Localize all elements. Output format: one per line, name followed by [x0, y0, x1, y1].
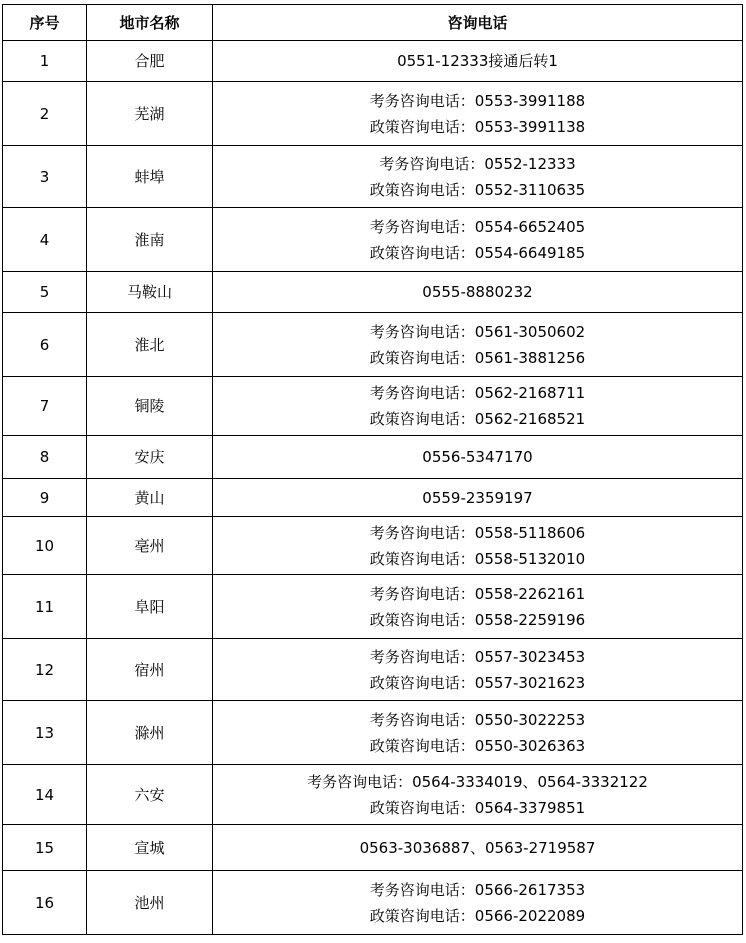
- phone-line: 政策咨询电话：0554-6649185: [369, 243, 586, 262]
- phone-line: 0556-5347170: [422, 448, 533, 466]
- phone-line: 考务咨询电话：0552-12333: [379, 154, 576, 173]
- row-phone: [213, 479, 743, 517]
- phone-line: 考务咨询电话：0550-3022253: [369, 710, 586, 729]
- phone-line: 0551-12333接通后转1: [397, 52, 558, 70]
- row-city: 铜陵: [87, 377, 213, 436]
- phone-line: 考务咨询电话：0557-3023453: [369, 647, 586, 666]
- phone-line: 政策咨询电话：0558-5132010: [369, 549, 586, 568]
- row-index: 15: [3, 825, 87, 871]
- row-index: 11: [3, 575, 87, 639]
- row-index: 7: [3, 377, 87, 436]
- phone-line: 政策咨询电话：0566-2022089: [369, 906, 586, 925]
- row-phone: [213, 436, 743, 479]
- row-index: 9: [3, 479, 87, 517]
- row-index: 14: [3, 765, 87, 825]
- table-row: [3, 765, 743, 825]
- row-phone: [213, 146, 743, 208]
- phone-line: 0555-8880232: [422, 283, 533, 301]
- table-row: [3, 208, 743, 272]
- row-phone: [213, 765, 743, 825]
- row-city: 宿州: [87, 639, 213, 701]
- table-row: [3, 871, 743, 935]
- row-city: 阜阳: [87, 575, 213, 639]
- row-index: 12: [3, 639, 87, 701]
- row-city: 滁州: [87, 701, 213, 765]
- row-phone: [213, 313, 743, 377]
- table-row: [3, 479, 743, 517]
- table-row: [3, 146, 743, 208]
- table-row: [3, 82, 743, 146]
- table-body: [3, 41, 743, 935]
- row-index: 10: [3, 517, 87, 575]
- row-phone: [213, 825, 743, 871]
- phone-line: 政策咨询电话：0553-3991138: [369, 117, 586, 136]
- phone-line: 考务咨询电话：0566-2617353: [369, 880, 586, 899]
- header-row: [3, 5, 743, 41]
- row-city: 蚌埠: [87, 146, 213, 208]
- phone-line: 考务咨询电话：0553-3991188: [369, 91, 586, 110]
- table-row: [3, 272, 743, 313]
- row-city: 芜湖: [87, 82, 213, 146]
- table-row: [3, 436, 743, 479]
- row-phone: [213, 575, 743, 639]
- phone-line: 考务咨询电话：0554-6652405: [369, 217, 586, 236]
- header-city: 地市名称: [87, 5, 213, 41]
- row-city: 淮北: [87, 313, 213, 377]
- row-city: 黄山: [87, 479, 213, 517]
- row-index: 8: [3, 436, 87, 479]
- phone-line: 政策咨询电话：0558-2259196: [369, 610, 586, 629]
- phone-line: 政策咨询电话：0550-3026363: [369, 736, 586, 755]
- row-phone: [213, 272, 743, 313]
- row-city: 合肥: [87, 41, 213, 82]
- row-city: 安庆: [87, 436, 213, 479]
- row-phone: [213, 871, 743, 935]
- row-city: 六安: [87, 765, 213, 825]
- phone-line: 考务咨询电话：0558-2262161: [369, 584, 586, 603]
- header-phone: 咨询电话: [213, 5, 743, 41]
- row-phone: [213, 41, 743, 82]
- table-row: [3, 825, 743, 871]
- phone-line: 政策咨询电话：0557-3021623: [369, 673, 586, 692]
- row-city: 宣城: [87, 825, 213, 871]
- row-phone: [213, 377, 743, 436]
- row-city: 马鞍山: [87, 272, 213, 313]
- header-index: 序号: [3, 5, 87, 41]
- table-row: [3, 377, 743, 436]
- phone-line: 政策咨询电话：0562-2168521: [369, 410, 586, 428]
- row-city: 池州: [87, 871, 213, 935]
- phone-line: 0563-3036887、0563-2719587: [359, 838, 596, 857]
- phone-line: 考务咨询电话：0562-2168711: [369, 384, 586, 402]
- table-row: [3, 41, 743, 82]
- row-city: 淮南: [87, 208, 213, 272]
- phone-line: 考务咨询电话：0558-5118606: [369, 523, 586, 542]
- phone-line: 政策咨询电话：0552-3110635: [369, 180, 586, 199]
- row-index: 4: [3, 208, 87, 272]
- row-index: 6: [3, 313, 87, 377]
- row-city: 亳州: [87, 517, 213, 575]
- table-row: [3, 701, 743, 765]
- row-phone: [213, 517, 743, 575]
- row-index: 2: [3, 82, 87, 146]
- row-index: 3: [3, 146, 87, 208]
- row-index: 13: [3, 701, 87, 765]
- row-phone: [213, 701, 743, 765]
- row-phone: [213, 82, 743, 146]
- phone-line: 考务咨询电话：0564-3334019、0564-3332122: [307, 772, 648, 791]
- table-row: [3, 313, 743, 377]
- row-index: 5: [3, 272, 87, 313]
- row-phone: [213, 639, 743, 701]
- phone-line: 0559-2359197: [422, 488, 533, 507]
- contact-table: [2, 4, 743, 935]
- table-row: [3, 575, 743, 639]
- row-index: 16: [3, 871, 87, 935]
- row-index: 1: [3, 41, 87, 82]
- phone-line: 政策咨询电话：0561-3881256: [369, 348, 586, 367]
- table-row: [3, 517, 743, 575]
- phone-line: 考务咨询电话：0561-3050602: [369, 322, 586, 341]
- row-phone: [213, 208, 743, 272]
- table-row: [3, 639, 743, 701]
- phone-line: 政策咨询电话：0564-3379851: [369, 798, 586, 817]
